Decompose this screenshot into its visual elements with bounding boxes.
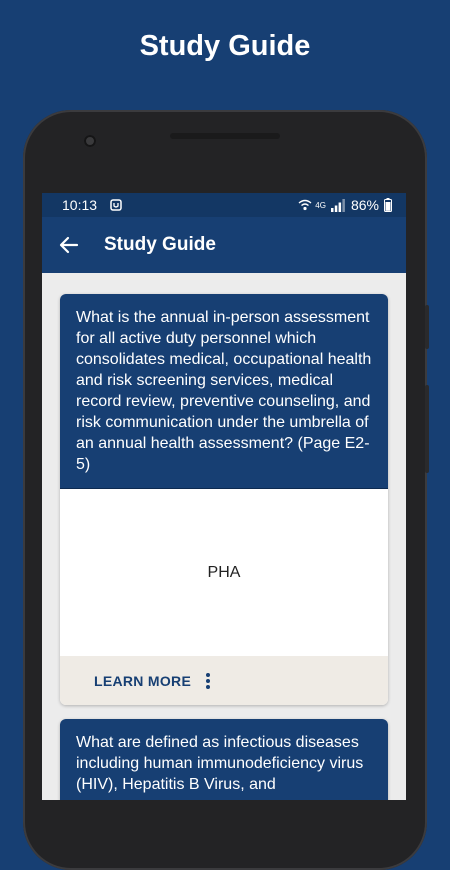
promo-title: Study Guide [139,30,311,62]
earpiece-speaker [170,133,280,139]
phone-screen [42,193,406,800]
status-time: 10:13 [62,197,98,213]
battery-percent: 86% [350,197,379,213]
more-vert-icon[interactable] [205,672,211,690]
wifi-calling-icon [298,198,312,212]
arrow-back-icon[interactable] [58,234,80,256]
status-bar [42,193,406,217]
study-card [60,719,388,800]
card-question: What are defined as infectious diseases including human immunodeficiency virus (HIV), Hepatitis B Virus, and [60,719,388,800]
card-footer [60,656,388,705]
battery-icon [384,198,392,212]
network-type-label: 4G [315,200,326,210]
phone-volume-button [425,385,429,473]
study-card [60,294,388,705]
page-title: Study Guide [104,234,216,255]
app-bar [42,217,406,273]
answer-text: PHA [207,563,241,581]
card-answer [60,489,388,656]
card-question: What is the annual in-person assessment for all active duty personnel which consolidates medical, occupational health and risk screening services, medical record review, preventive counseling, and risk communication under the umbrella of an annual health assessment? (Page E2-5) [60,294,388,489]
front-camera [84,135,96,147]
cell-signal-icon [331,199,345,212]
learn-more-button[interactable]: LEARN MORE [94,672,192,689]
phone-side-button [425,305,429,349]
card-list [42,273,406,800]
notification-icon [110,199,122,211]
